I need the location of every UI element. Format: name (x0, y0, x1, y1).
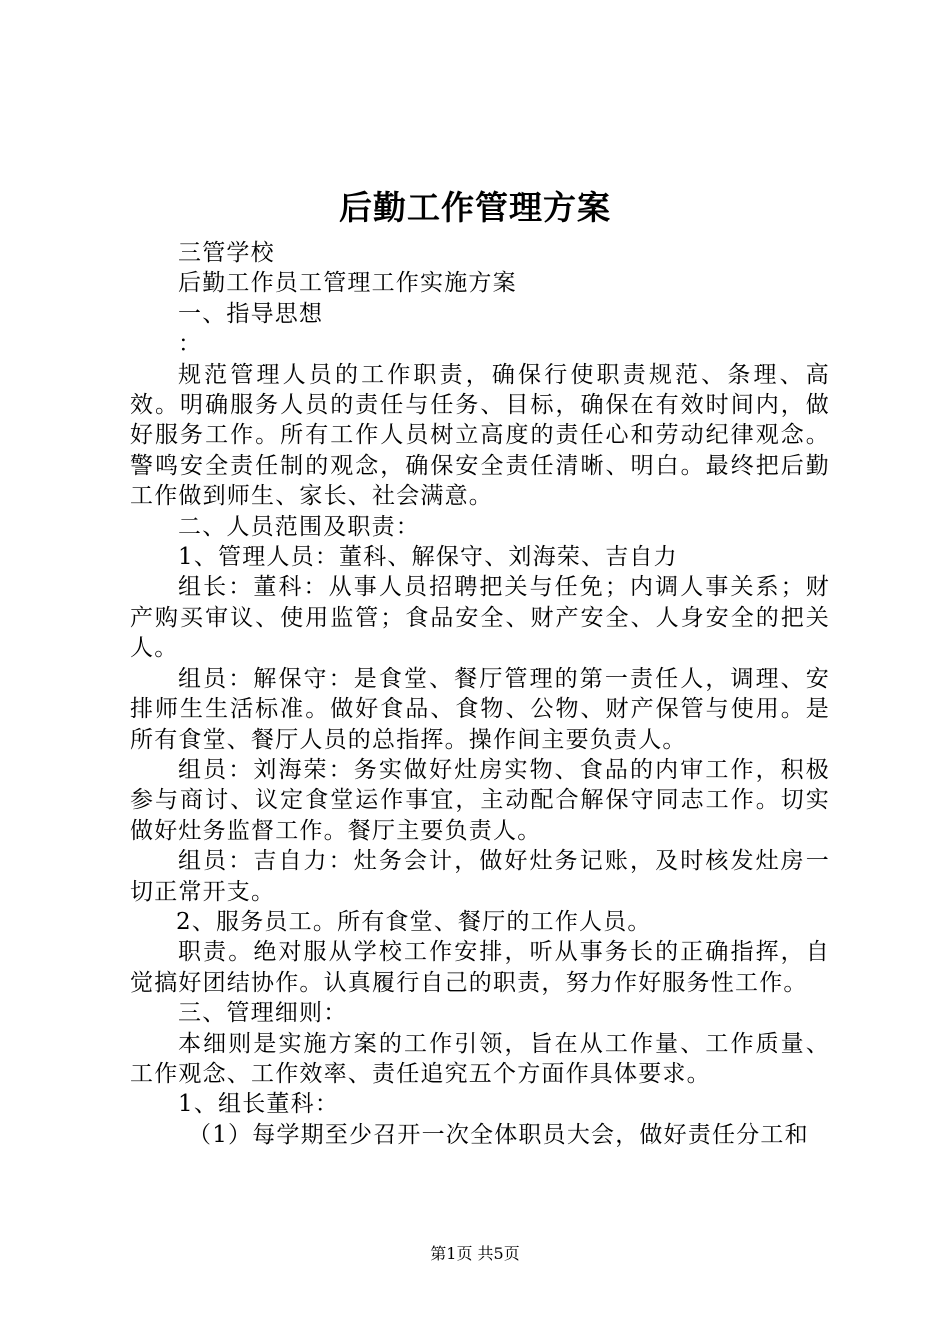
document-body (130, 238, 830, 1150)
section-heading-rules: 三、管理细则： (178, 1000, 348, 1027)
paragraph-member-xiebaoshou: 组员：解保守：是食堂、餐厅管理的第一责任人，调理、安排师生生活标准。做好食品、食物、公物、财产保管与使用。是所有食堂、餐厅人员的总指挥。操作间主要负责人。 (130, 665, 830, 753)
paragraph-leader-dongke: 组长：董科：从事人员招聘把关与任免；内调人事关系；财产购买审议、使用监管；食品安全、财产安全、人身安全的把关人。 (130, 574, 830, 662)
section-heading-guiding-thought: 一、指导思想 (178, 300, 324, 327)
paragraph-duties: 职责。绝对服从学校工作安排，听从事务长的正确指挥，自觉搞好团结协作。认真履行自己的职责，努力作好服务性工作。 (130, 939, 830, 996)
document-title: 后勤工作管理方案 (339, 188, 611, 227)
paragraph-managers: 1、管理人员：董科、解保守、刘海荣、吉自力 (178, 544, 678, 571)
page-footer: 第1页 共5页 (430, 1244, 520, 1263)
paragraph-member-liuhairong: 组员：刘海荣：务实做好灶房实物、食品的内审工作，积极参与商讨、议定食堂运作事宜，主动配合解保守同志工作。切实做好灶务监督工作。餐厅主要负责人。 (130, 756, 830, 844)
paragraph-member-jizili: 组员：吉自力：灶务会计，做好灶务记账，及时核发灶房一切正常开支。 (130, 848, 830, 905)
paragraph-rule-1: （1）每学期至少召开一次全体职员大会，做好责任分工和 (188, 1121, 809, 1148)
paragraph-subtitle: 后勤工作员工管理工作实施方案 (178, 270, 517, 297)
paragraph-service-staff: 2、服务员工。所有食堂、餐厅的工作人员。 (176, 908, 652, 935)
paragraph-leader-heading: 1、组长董科： (178, 1091, 340, 1118)
paragraph-rules-intro: 本细则是实施方案的工作引领，旨在从工作量、工作质量、工作观念、工作效率、责任追究五个方面作具体要求。 (130, 1030, 830, 1087)
paragraph-school: 三管学校 (178, 240, 275, 266)
paragraph-colon: ： (178, 331, 203, 358)
paragraph-goals: 规范管理人员的工作职责，确保行使职责规范、条理、高效。明确服务人员的责任与任务、目标，确保在有效时间内，做好服务工作。所有工作人员树立高度的责任心和劳动纪律观念。警鸣安全责任制的观念，确保安全责任清晰、明白。最终把后勤工作做到师生、家长、社会满意。 (130, 361, 830, 510)
section-heading-personnel: 二、人员范围及职责： (178, 513, 420, 540)
